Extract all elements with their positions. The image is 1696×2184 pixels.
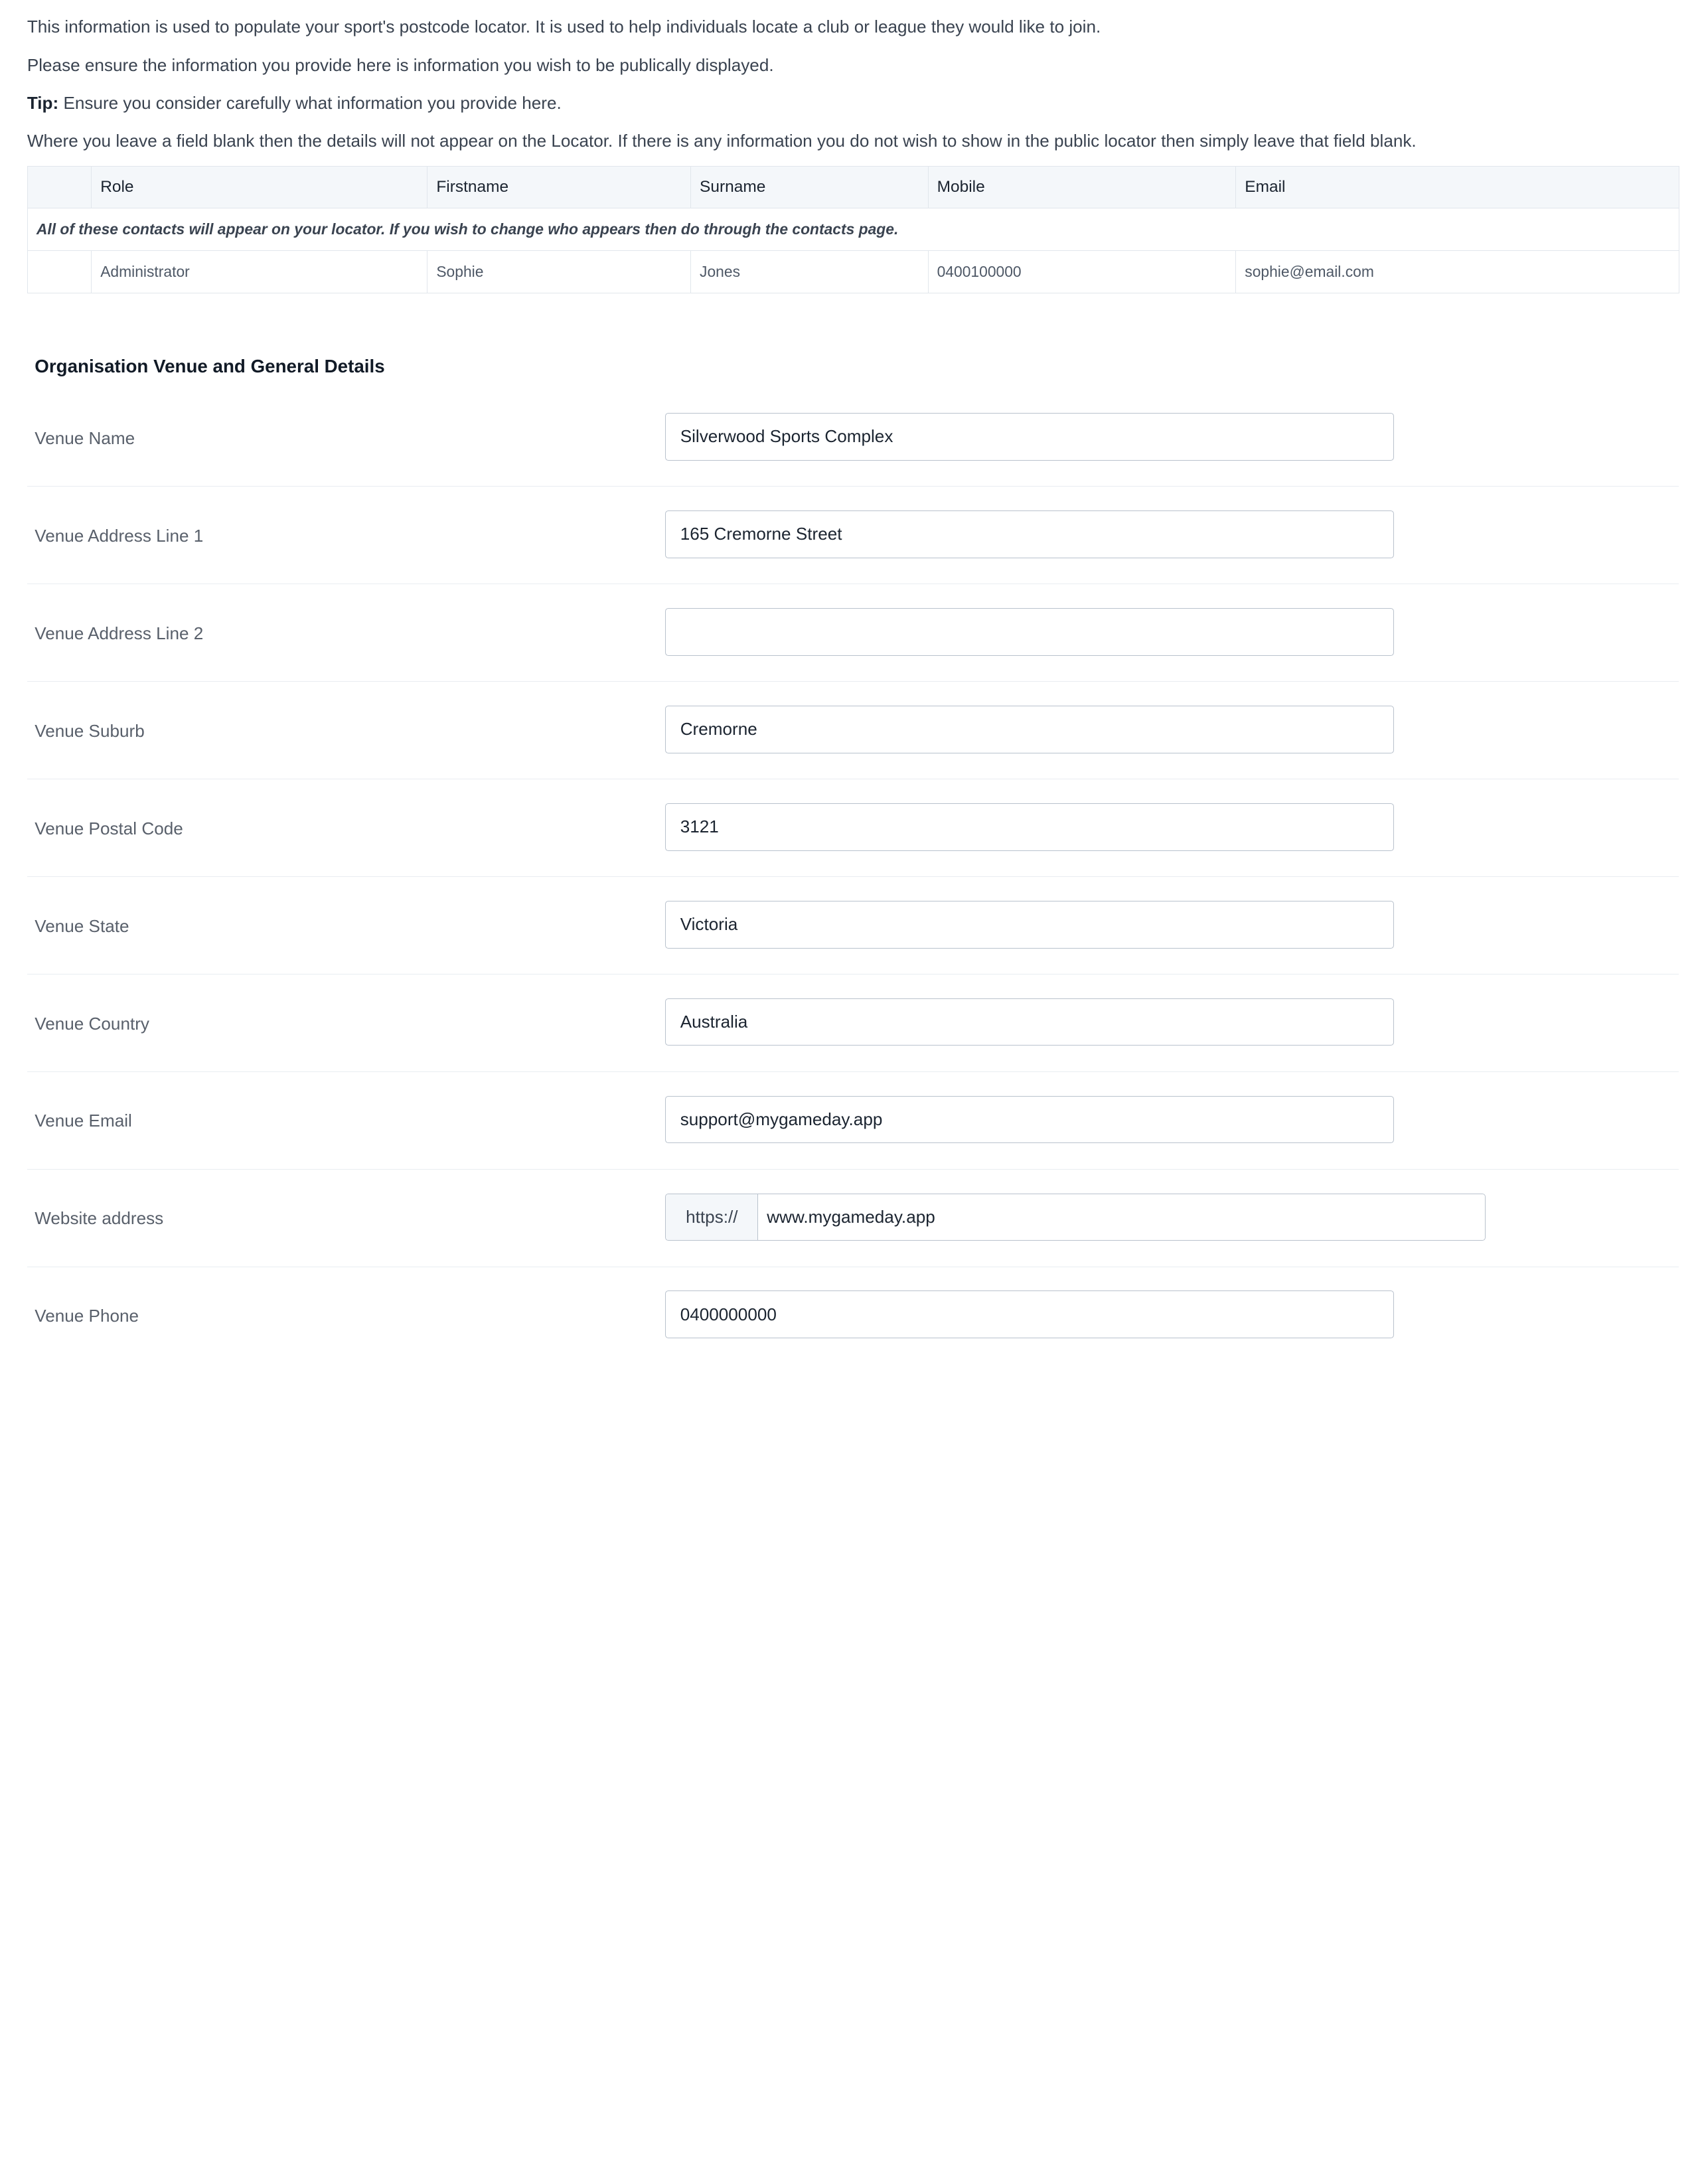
- column-header-email: Email: [1236, 166, 1679, 208]
- website-input-group: [665, 1194, 1486, 1241]
- form-row-country: [27, 975, 1679, 1072]
- form-row-website: [27, 1170, 1679, 1267]
- column-header-surname: Surname: [691, 166, 929, 208]
- content-wrapper: [27, 0, 1679, 1326]
- contacts-note-row: [27, 208, 1679, 251]
- website-label: Website address: [35, 1208, 164, 1229]
- table-cell-role: Administrator: [92, 251, 427, 293]
- table-row: [27, 251, 1679, 293]
- form-row-state: [27, 877, 1679, 975]
- state-input[interactable]: [665, 901, 1393, 949]
- country-label: Venue Country: [35, 1013, 149, 1034]
- contacts-table: [27, 166, 1679, 293]
- intro-text: [27, 0, 1679, 152]
- column-header: [27, 166, 91, 208]
- table-cell-email: sophie@email.com: [1236, 251, 1679, 293]
- state-label: Venue State: [35, 915, 129, 936]
- venue-details-form: [27, 389, 1679, 1364]
- form-row-email: [27, 1072, 1679, 1170]
- intro-line-2: Please ensure the information you provide here is information you wish to be publically displayed.: [27, 54, 774, 75]
- form-row-postal-code: [27, 779, 1679, 877]
- tip-text: Ensure you consider carefully what information you provide here.: [58, 92, 562, 113]
- form-row-suburb: [27, 682, 1679, 779]
- website-prefix: https://: [666, 1194, 758, 1241]
- address-line-2-label: Venue Address Line 2: [35, 623, 204, 643]
- form-row-phone: [27, 1267, 1679, 1365]
- form-row-address-line-1: [27, 487, 1679, 584]
- form-row-address-line-2: [27, 584, 1679, 682]
- column-header-mobile: Mobile: [928, 166, 1236, 208]
- venue-phone-label: Venue Phone: [35, 1306, 139, 1326]
- table-cell-firstname: Sophie: [427, 251, 691, 293]
- suburb-input[interactable]: [665, 706, 1393, 753]
- venue-phone-input[interactable]: [665, 1290, 1393, 1338]
- address-line-1-label: Venue Address Line 1: [35, 525, 204, 546]
- address-line-1-input[interactable]: [665, 510, 1393, 558]
- country-input[interactable]: [665, 998, 1393, 1046]
- column-header-role: Role: [92, 166, 427, 208]
- intro-line-1: This information is used to populate your sport's postcode locator. It is used to help individuals locate a club or league they would like to join.: [27, 17, 1101, 37]
- suburb-label: Venue Suburb: [35, 720, 145, 741]
- table-cell: [27, 251, 91, 293]
- intro-line-4: Where you leave a field blank then the details will not appear on the Locator. If there is any information you do not wish to show in the public locator then simply leave that field blank.: [27, 130, 1417, 151]
- address-line-2-input[interactable]: [665, 608, 1393, 656]
- intro-tip: [27, 76, 1679, 114]
- venue-email-input[interactable]: [665, 1096, 1393, 1144]
- venue-name-input[interactable]: [665, 413, 1393, 461]
- contacts-header-row: [27, 166, 1679, 208]
- postal-code-label: Venue Postal Code: [35, 818, 183, 838]
- tip-label: Tip:: [27, 92, 59, 113]
- contacts-note: All of these contacts will appear on your locator. If you wish to change who appears then do through the contacts page.: [27, 208, 1679, 251]
- venue-name-label: Venue Name: [35, 428, 135, 448]
- venue-email-label: Venue Email: [35, 1111, 132, 1131]
- website-input[interactable]: [758, 1194, 1485, 1241]
- section-title: Organisation Venue and General Details: [35, 355, 385, 376]
- column-header-firstname: Firstname: [427, 166, 691, 208]
- table-cell-mobile: 0400100000: [928, 251, 1236, 293]
- form-row-venue-name: [27, 389, 1679, 487]
- postal-code-input[interactable]: [665, 803, 1393, 851]
- table-cell-surname: Jones: [691, 251, 929, 293]
